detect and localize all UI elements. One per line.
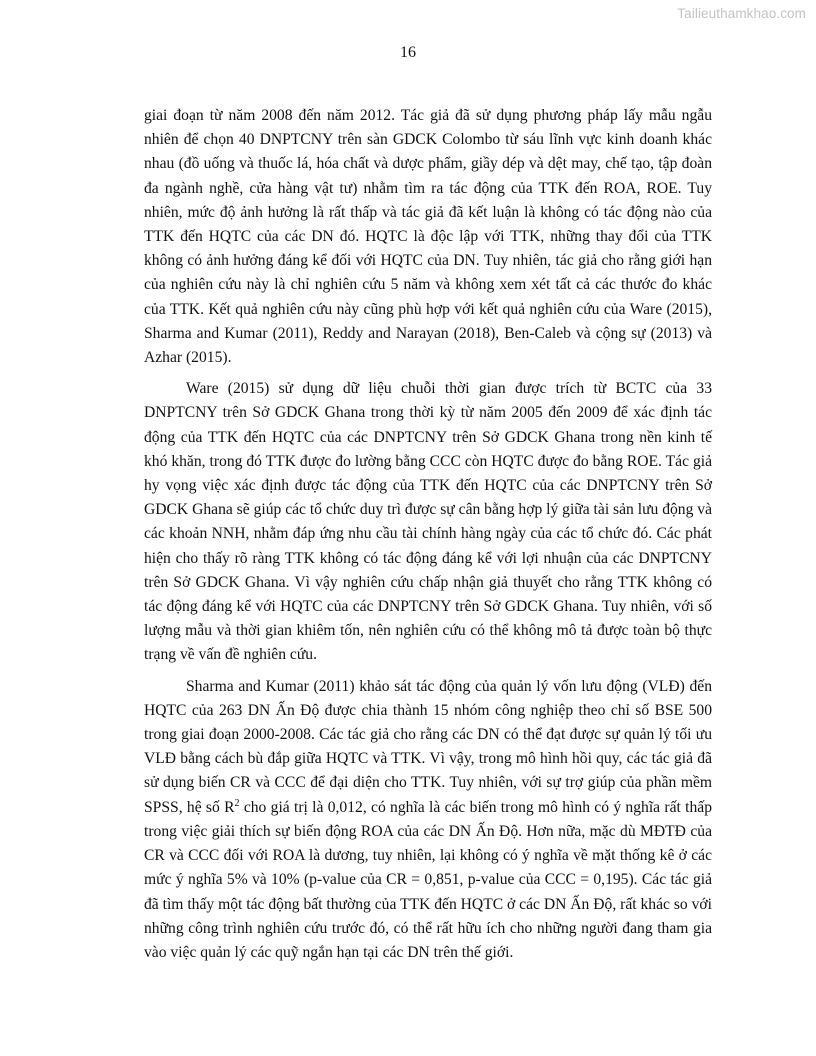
paragraph-3-part-1: Sharma and Kumar (2011) khảo sát tác động của quản lý vốn lưu động (VLĐ) đến HQTC của 263 DN Ấn Độ được chia thành 15 nhóm công nghiệp theo chỉ số BSE 500 trong giai đoạn 2000-2008. Các tác giả cho rằng các DN có thể đạt được sự quản lý tối ưu VLĐ bằng cách bù đắp giữa HQTC và TTK. Vì vậy, trong mô hình hồi quy, các tác giả đã sử dụng biến CR và CCC để đại diện cho TTK. Tuy nhiên, với sự trợ giúp của phần mềm SPSS, hệ số R [144,677,712,816]
paragraph-1: giai đoạn từ năm 2008 đến năm 2012. Tác giả đã sử dụng phương pháp lấy mẫu ngẫu nhiên để chọn 40 DNPTCNY trên sàn GDCK Colombo từ sáu lĩnh vực kinh doanh khác nhau (đồ uống và thuốc lá, hóa chất và dược phẩm, giầy dép và dệt may, chế tạo, tập đoàn đa ngành nghề, cửa hàng vật tư) nhằm tìm ra tác động của TTK đến ROA, ROE. Tuy nhiên, mức độ ảnh hưởng là rất thấp và tác giả đã kết luận là không có tác động nào của TTK đến HQTC của các DN đó. HQTC là độc lập với TTK, những thay đổi của TTK không có ảnh hưởng đáng kể đối với HQTC của DN. Tuy nhiên, tác giả cho rằng giới hạn của nghiên cứu này là chỉ nghiên cứu 5 năm và không xem xét tất cả các thước đo khác của TTK. Kết quả nghiên cứu này cũng phù hợp với kết quả nghiên cứu của Ware (2015), Sharma and Kumar (2011), Reddy and Narayan (2018), Ben-Caleb và cộng sự (2013) và Azhar (2015). [144,107,712,367]
watermark: Tailieuthamkhao.com [677,6,806,21]
paragraph-3-part-2: cho giá trị là 0,012, có nghĩa là các biến trong mô hình có ý nghĩa rất thấp trong việc giải thích sự biến động ROA của các DN Ấn Độ. Hơn nữa, mặc dù MĐTĐ của CR và CCC đối với ROA là dương, tuy nhiên, lại không có ý nghĩa về mặt thống kê ở các mức ý nghĩa 5% và 10% (p-value của CR = 0,851, p-value của CCC = 0,195). Các tác giả đã tìm thấy một tác động bất thường của TTK đến HQTC ở các DN Ấn Độ, rất khác so với những công trình nghiên cứu trước đó, có thể rất hữu ích cho những người đang tham gia vào việc quản lý các quỹ ngắn hạn tại các DN trên thế giới. [144,798,712,961]
document-body [144,104,712,972]
paragraph-3 [144,675,712,965]
paragraph-2: Ware (2015) sử dụng dữ liệu chuỗi thời gian được trích từ BCTC của 33 DNPTCNY trên Sở GDCK Ghana trong thời kỳ từ năm 2005 đến 2009 để xác định tác động của TTK đến HQTC của các DNPTCNY trên Sở GDCK Ghana trong nền kinh tế khó khăn, trong đó TTK được đo lường bằng CCC còn HQTC được đo bằng ROE. Tác giả hy vọng việc xác định được tác động của TTK đến HQTC của các DNPTCNY trên Sở GDCK Ghana sẽ giúp các tổ chức duy trì được sự cân bằng hợp lý giữa tài sản lưu động và các khoản NNH, nhằm đáp ứng nhu cầu tài chính hàng ngày của các tổ chức đó. Các phát hiện cho thấy rõ ràng TTK không có tác động đáng kể với lợi nhuận của các DNPTCNY trên Sở GDCK Ghana. Vì vậy nghiên cứu chấp nhận giả thuyết cho rằng TTK không có tác động đáng kể với HQTC của các DNPTCNY trên Sở GDCK Ghana. Tuy nhiên, với số lượng mẫu và thời gian khiêm tốn, nên nghiên cứu có thể không mô tả được toàn bộ thực trạng về vấn đề nghiên cứu. [144,380,713,664]
superscript-2: 2 [234,797,240,809]
page-number: 16 [400,44,416,61]
